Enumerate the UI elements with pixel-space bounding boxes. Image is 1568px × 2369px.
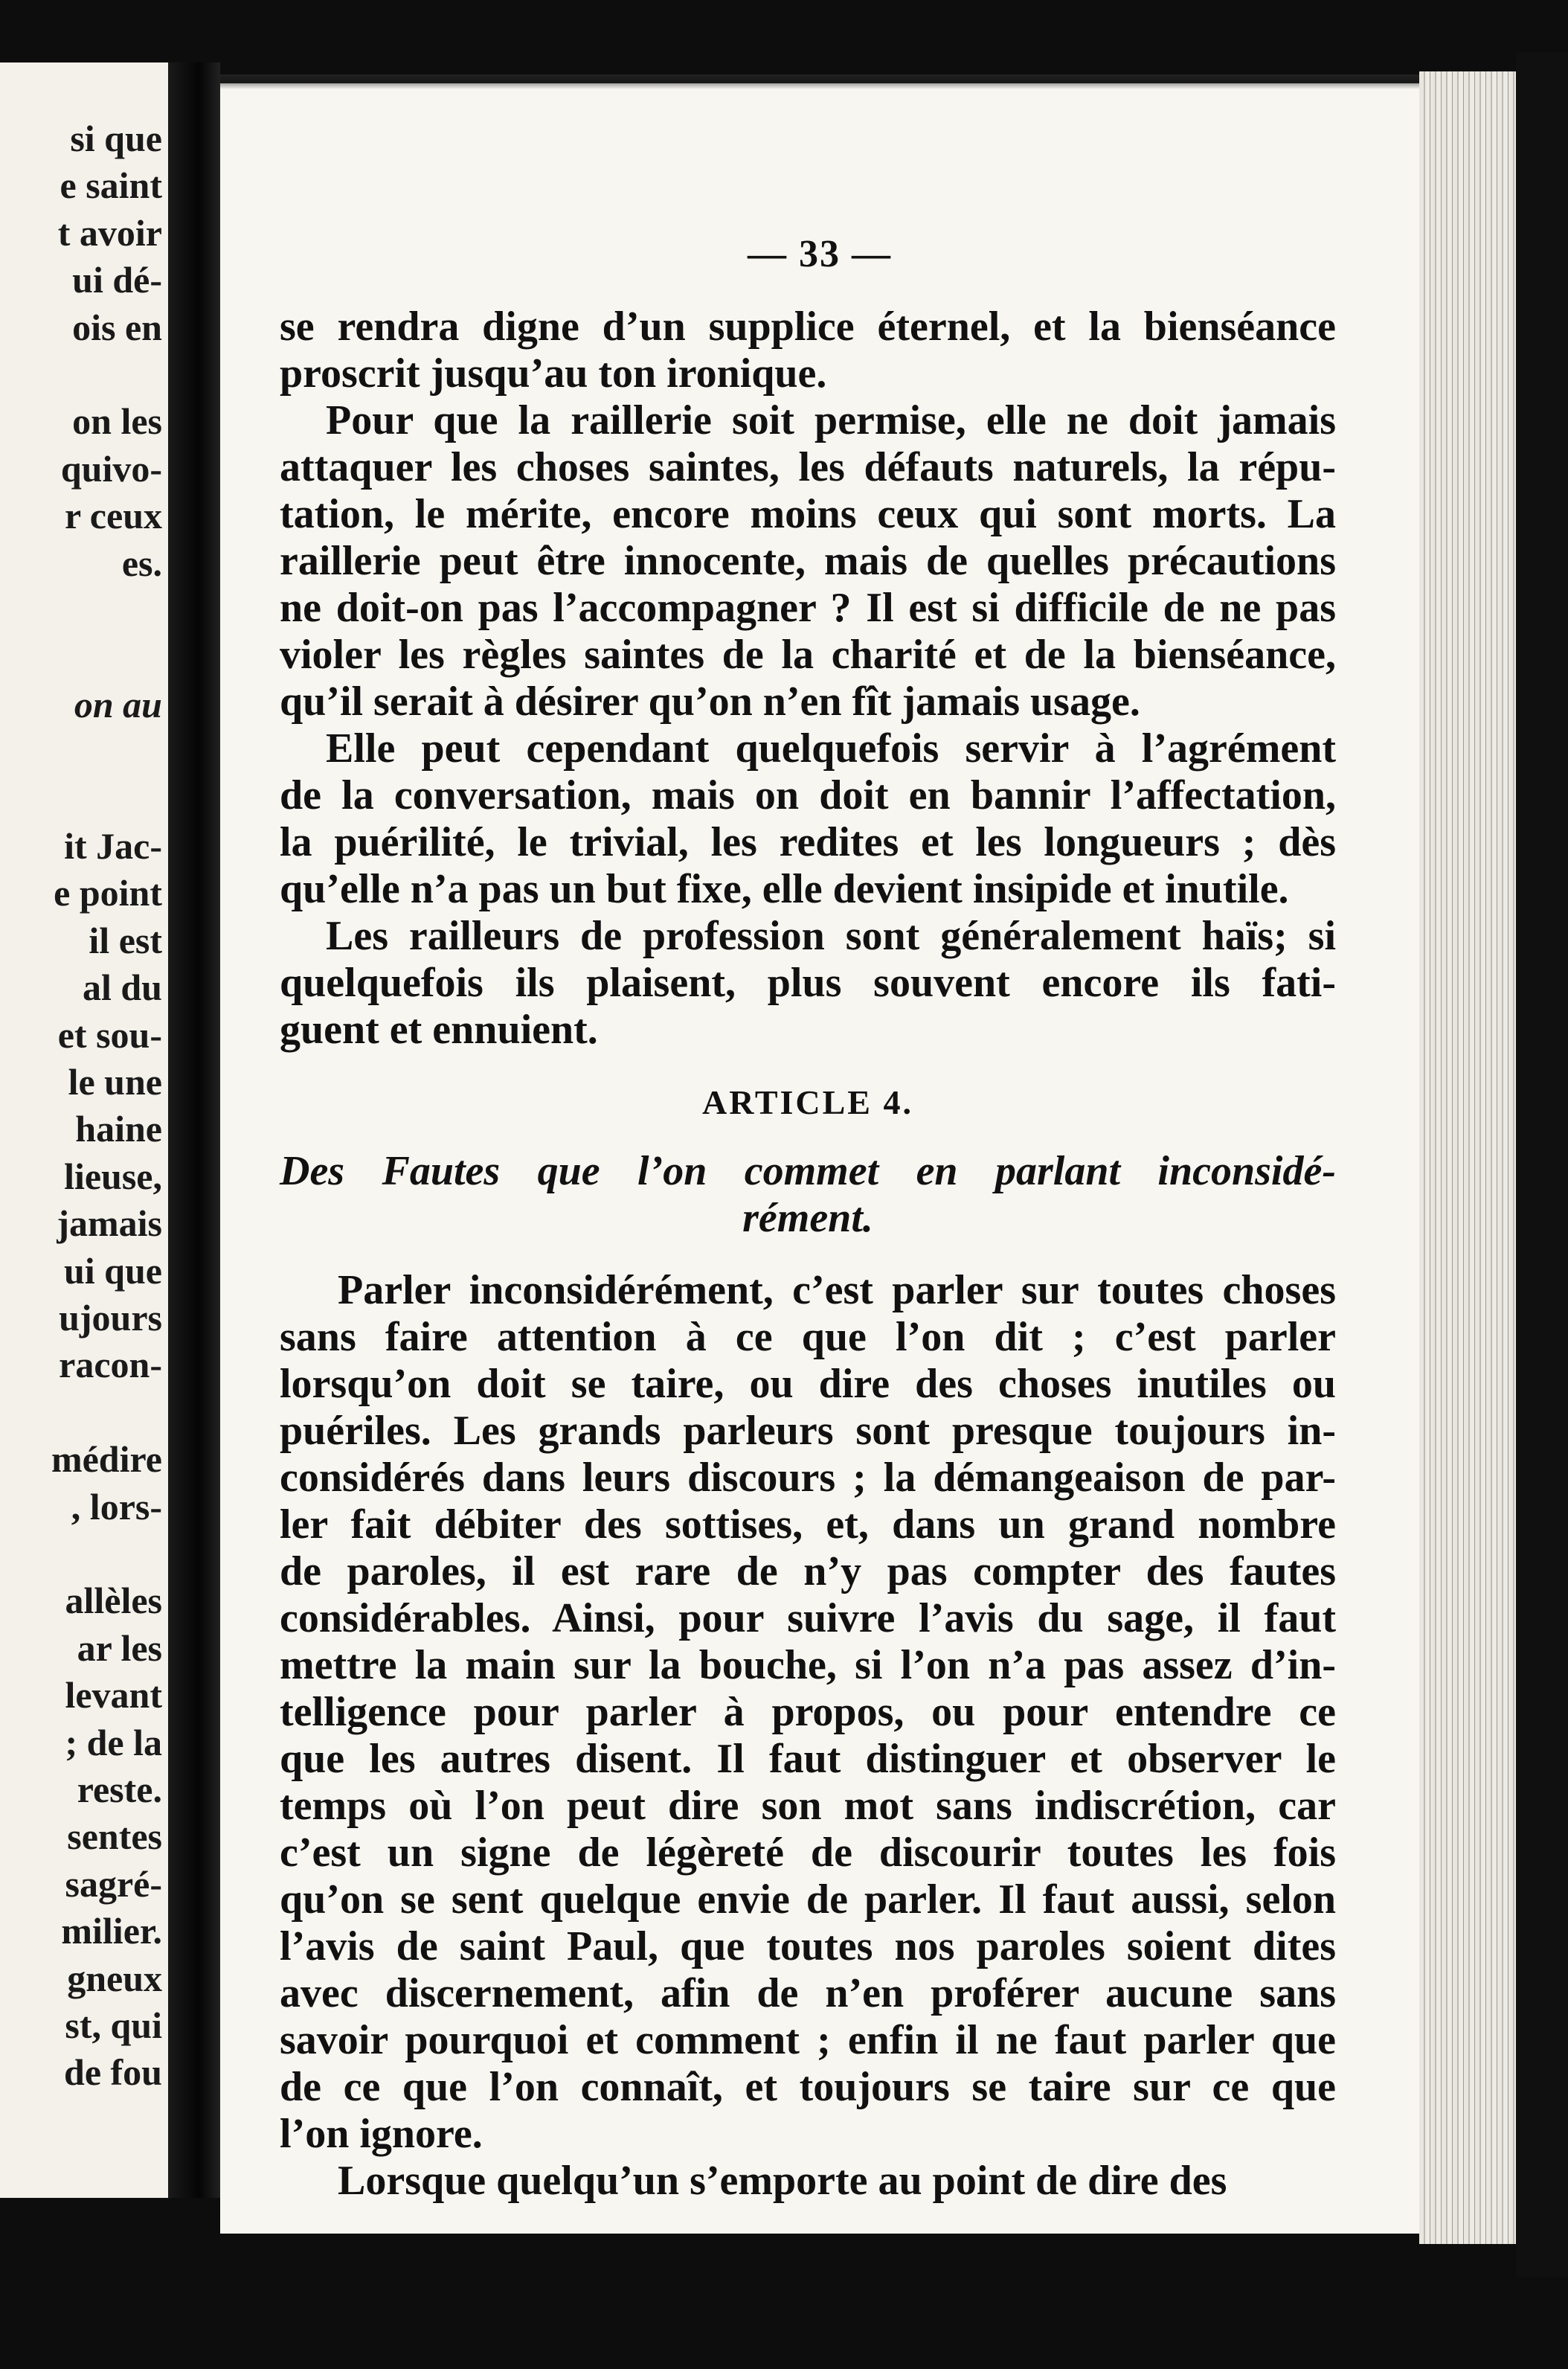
left-page-line: lieuse, (64, 1155, 162, 1197)
left-page-line: le une (68, 1061, 162, 1103)
left-page-line: racon- (59, 1344, 162, 1386)
page-text (280, 304, 1336, 2205)
left-page-line: t avoir (57, 211, 162, 254)
left-page-line: e saint (60, 164, 162, 207)
left-page-line: il est (89, 919, 162, 961)
text-line: attaquer les choses saintes, les défauts naturels, la répu- (280, 444, 1336, 490)
left-page-line: on les (72, 400, 162, 443)
left-page-line: al du (82, 966, 162, 1009)
paragraph (280, 913, 1336, 1054)
left-page-line: levant (65, 1674, 162, 1716)
left-page-line: it Jac- (64, 825, 162, 867)
text-line: l’avis de saint Paul, que toutes nos paroles soient dites (280, 1923, 1336, 1969)
text-line: qu’elle n’a pas un but fixe, elle devient insipide et inutile. (280, 866, 1289, 912)
text-line: que les autres disent. Il faut distinguer et observer le (280, 1736, 1336, 1782)
paragraph (280, 725, 1336, 913)
text-line: raillerie peut être innocente, mais de quelles précautions (280, 538, 1336, 584)
text-line: considérables. Ainsi, pour suivre l’avis du sage, il faut (280, 1595, 1336, 1641)
text-line: Elle peut cependant quelquefois servir à l’agrément (326, 725, 1336, 772)
text-line: la puérilité, le trivial, les redites et les longueurs ; dès (280, 819, 1336, 865)
page-number: — 33 — (748, 233, 892, 275)
left-page-line: on au (74, 683, 162, 725)
left-page-line: jamais (57, 1202, 162, 1245)
text-line: se rendra digne d’un supplice éternel, et la bienséance (280, 304, 1336, 350)
text-line: temps où l’on peut dire son mot sans indiscrétion, car (280, 1783, 1336, 1829)
paragraph (280, 1267, 1336, 2158)
left-page-line: et sou- (57, 1013, 162, 1056)
left-page-line: , lors- (71, 1485, 162, 1527)
left-facing-page (0, 62, 168, 2198)
paragraph (280, 397, 1336, 725)
left-page-line: quivo- (60, 447, 162, 490)
text-line: de ce que l’on connaît, et toujours se taire sur ce que (280, 2064, 1336, 2110)
left-page-line: e point (54, 872, 162, 914)
text-line: considérés dans leurs discours ; la démangeaison de par- (280, 1455, 1336, 1501)
text-line: guent et ennuient. (280, 1007, 598, 1053)
left-page-line: es. (121, 542, 162, 584)
article-title-line: rément. (742, 1195, 873, 1241)
book-gutter (168, 62, 220, 2198)
page-top-shadow (220, 74, 1419, 89)
text-line: c’est un signe de légèreté de discourir toutes les fois (280, 1830, 1336, 1876)
left-page-line: st, qui (65, 2004, 162, 2046)
article-title-line: Des Fautes que l’on commet en parlant inconsidé- (280, 1148, 1336, 1194)
left-page-line: ui dé- (72, 259, 162, 301)
left-page-line: sagré- (65, 1862, 162, 1905)
text-line: ne doit-on pas l’accompagner ? Il est si difficile de ne pas (280, 585, 1336, 631)
text-line: Parler inconsidérément, c’est parler sur toutes choses (338, 1267, 1336, 1313)
left-page-line: allèles (65, 1580, 162, 1622)
left-page-line: reste. (77, 1769, 162, 1810)
left-page-line: ois en (72, 306, 162, 348)
text-line: qu’il serait à désirer qu’on n’en fît jamais usage. (280, 679, 1140, 725)
text-line: Lorsque quelqu’un s’emporte au point de dire des (338, 2158, 1227, 2204)
text-line: de la conversation, mais on doit en bannir l’affectation, (280, 772, 1336, 818)
text-line: quelquefois ils plaisent, plus souvent encore ils fati- (280, 960, 1336, 1006)
left-page-line: de fou (64, 2051, 162, 2094)
text-line: savoir pourquoi et comment ; enfin il ne faut parler que (280, 2017, 1336, 2063)
text-line: de paroles, il est rare de n’y pas compter des fautes (280, 1548, 1336, 1594)
text-line: proscrit jusqu’au ton ironique. (280, 350, 827, 397)
left-page-line: sentes (67, 1815, 162, 1858)
text-line: avec discernement, afin de n’en proférer aucune sans (280, 1970, 1336, 2016)
left-page-line: médire (51, 1438, 162, 1481)
text-line: sans faire attention à ce que l’on dit ; c’est parler (280, 1314, 1336, 1360)
text-line: Pour que la raillerie soit permise, elle ne doit jamais (326, 397, 1336, 443)
left-page-line: ui que (63, 1249, 162, 1292)
article-title (280, 1148, 1336, 1242)
left-page-line: milier. (61, 1910, 162, 1952)
text-line: lorsqu’on doit se taire, ou dire des choses inutiles ou (280, 1361, 1336, 1407)
left-page-line: gneux (67, 1957, 162, 1999)
left-page-line: ar les (77, 1626, 162, 1669)
article-heading: ARTICLE 4. (702, 1083, 913, 1121)
book-page (220, 83, 1419, 2234)
left-page-line: ; de la (65, 1721, 162, 1763)
text-line: violer les règles saintes de la charité et de la bienséance, (280, 632, 1336, 678)
book-cover-edge (1516, 52, 1568, 2277)
text-line: qu’on se sent quelque envie de parler. Il faut aussi, selon (280, 1876, 1336, 1923)
paragraph (280, 2158, 1336, 2205)
text-line: mettre la main sur la bouche, si l’on n’a pas assez d’in- (280, 1642, 1336, 1688)
left-page-line: si que (70, 118, 162, 159)
text-line: telligence pour parler à propos, ou pour entendre ce (280, 1689, 1336, 1735)
left-page-line: haine (75, 1108, 162, 1150)
text-line: puériles. Les grands parleurs sont presque toujours in- (280, 1408, 1336, 1454)
page-edges (1419, 71, 1516, 2244)
paragraph-continued (280, 304, 1336, 397)
text-line: l’on ignore. (280, 2111, 483, 2157)
text-line: Les railleurs de profession sont généralement haïs; si (326, 913, 1336, 959)
text-line: tation, le mérite, encore moins ceux qui sont morts. La (280, 491, 1336, 537)
left-page-line: r ceux (65, 495, 162, 537)
left-page-line: ujours (59, 1297, 162, 1339)
text-line: ler fait débiter des sottises, et, dans un grand nombre (280, 1501, 1336, 1548)
